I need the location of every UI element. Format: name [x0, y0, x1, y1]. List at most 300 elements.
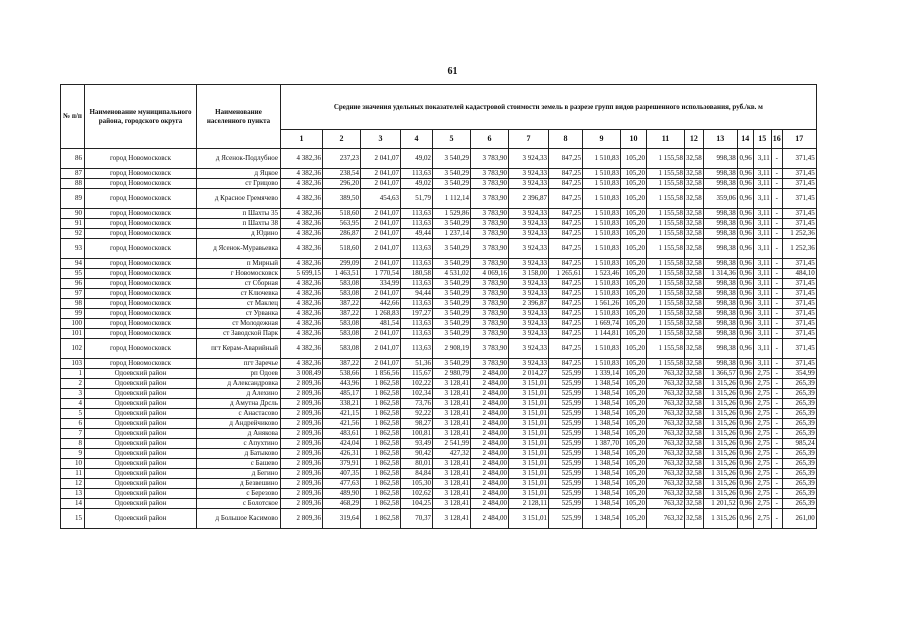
value-cell-group-11: 1 155,58: [647, 299, 685, 309]
value-cell-group-8: 525,99: [549, 439, 583, 449]
value-cell-group-17: 265,39: [782, 409, 816, 419]
value-cell-group-9: 1 348,54: [583, 419, 621, 429]
value-cell-group-8: 525,99: [549, 509, 583, 529]
district-name: Одоевский район: [85, 399, 197, 409]
value-cell-group-4: 98,27: [401, 419, 433, 429]
value-cell-group-13: 998,38: [703, 309, 737, 319]
header-settlement: Наименование населенного пункта: [197, 85, 281, 149]
value-cell-group-6: 2 484,00: [471, 439, 509, 449]
value-cell-group-11: 1 155,58: [647, 169, 685, 179]
value-cell-group-13: 1 315,26: [703, 399, 737, 409]
value-cell-group-3: 1 862,58: [361, 449, 401, 459]
value-cell-group-16: -: [771, 299, 782, 309]
value-cell-group-9: 1 348,54: [583, 469, 621, 479]
value-cell-group-9: 1 348,54: [583, 489, 621, 499]
value-cell-group-7: 3 151,01: [509, 469, 549, 479]
value-cell-group-7: 3 151,01: [509, 429, 549, 439]
value-cell-group-4: 113,63: [401, 299, 433, 309]
value-cell-group-10: 105,20: [621, 259, 647, 269]
value-cell-group-14: 0,96: [737, 299, 753, 309]
value-cell-group-4: 113,63: [401, 329, 433, 339]
value-cell-group-8: 525,99: [549, 419, 583, 429]
row-number: 5: [61, 409, 85, 419]
value-cell-group-14: 0,96: [737, 179, 753, 189]
value-cell-group-8: 847,25: [549, 179, 583, 189]
table-row: [61, 399, 817, 409]
value-cell-group-13: 998,38: [703, 239, 737, 259]
value-cell-group-6: 3 783,90: [471, 149, 509, 169]
value-cell-group-10: 105,20: [621, 439, 647, 449]
settlement-name: д Ясенок-Муравьевка: [197, 239, 281, 259]
table-row: [61, 319, 817, 329]
value-cell-group-15: 2,75: [753, 409, 771, 419]
value-cell-group-5: 3 540,29: [433, 309, 471, 319]
value-cell-group-10: 105,20: [621, 299, 647, 309]
value-cell-group-2: 489,90: [323, 489, 361, 499]
value-cell-group-11: 763,32: [647, 409, 685, 419]
value-cell-group-8: 847,25: [549, 339, 583, 359]
value-cell-group-10: 105,20: [621, 149, 647, 169]
value-cell-group-4: 113,63: [401, 169, 433, 179]
value-cell-group-11: 1 155,58: [647, 239, 685, 259]
value-cell-group-10: 105,20: [621, 169, 647, 179]
cadastral-value-table: [60, 84, 817, 529]
value-cell-group-9: 1 348,54: [583, 389, 621, 399]
value-cell-group-3: 1 862,58: [361, 479, 401, 489]
value-cell-group-14: 0,96: [737, 489, 753, 499]
settlement-name: д Бегино: [197, 469, 281, 479]
district-name: город Новомосковск: [85, 289, 197, 299]
value-cell-group-6: 2 484,00: [471, 369, 509, 379]
value-cell-group-11: 763,32: [647, 419, 685, 429]
district-name: Одоевский район: [85, 479, 197, 489]
value-cell-group-7: 3 924,33: [509, 279, 549, 289]
table-row: [61, 359, 817, 369]
group-number: 16: [771, 130, 782, 149]
settlement-name: д Большое Касимово: [197, 509, 281, 529]
value-cell-group-17: 265,39: [782, 489, 816, 499]
value-cell-group-11: 763,32: [647, 369, 685, 379]
settlement-name: д Амутна Дрсль: [197, 399, 281, 409]
header-values-title: Средние значения удельных показателей кадастровой стоимости земель в разрезе групп видов разрешенного использования, руб./кв. м: [281, 85, 817, 130]
value-cell-group-17: 371,45: [782, 359, 816, 369]
value-cell-group-15: 2,75: [753, 369, 771, 379]
value-cell-group-3: 1 862,58: [361, 469, 401, 479]
value-cell-group-17: 265,39: [782, 479, 816, 489]
value-cell-group-14: 0,96: [737, 439, 753, 449]
table-row: [61, 309, 817, 319]
value-cell-group-13: 998,38: [703, 179, 737, 189]
table-row: [61, 289, 817, 299]
value-cell-group-4: 102,34: [401, 389, 433, 399]
value-cell-group-1: 4 382,36: [281, 179, 323, 189]
value-cell-group-16: -: [771, 279, 782, 289]
value-cell-group-17: 261,00: [782, 509, 816, 529]
value-cell-group-6: 4 069,16: [471, 269, 509, 279]
value-cell-group-3: 2 041,07: [361, 169, 401, 179]
value-cell-group-6: 3 783,90: [471, 239, 509, 259]
value-cell-group-8: 525,99: [549, 379, 583, 389]
value-cell-group-2: 583,08: [323, 339, 361, 359]
value-cell-group-11: 1 155,58: [647, 269, 685, 279]
value-cell-group-11: 763,32: [647, 449, 685, 459]
value-cell-group-8: 525,99: [549, 449, 583, 459]
value-cell-group-5: 3 128,41: [433, 389, 471, 399]
value-cell-group-10: 105,20: [621, 179, 647, 189]
value-cell-group-2: 237,23: [323, 149, 361, 169]
row-number: 102: [61, 339, 85, 359]
district-name: город Новомосковск: [85, 229, 197, 239]
value-cell-group-2: 518,60: [323, 209, 361, 219]
table-row: [61, 179, 817, 189]
value-cell-group-2: 583,08: [323, 329, 361, 339]
value-cell-group-4: 73,76: [401, 399, 433, 409]
district-name: Одоевский район: [85, 489, 197, 499]
district-name: Одоевский район: [85, 419, 197, 429]
value-cell-group-3: 1 268,83: [361, 309, 401, 319]
value-cell-group-10: 105,20: [621, 409, 647, 419]
value-cell-group-2: 477,63: [323, 479, 361, 489]
settlement-name: ст Ключевка: [197, 289, 281, 299]
value-cell-group-1: 4 382,36: [281, 209, 323, 219]
value-cell-group-13: 998,38: [703, 329, 737, 339]
value-cell-group-10: 105,20: [621, 369, 647, 379]
value-cell-group-10: 105,20: [621, 379, 647, 389]
value-cell-group-9: 1 523,46: [583, 269, 621, 279]
value-cell-group-10: 105,20: [621, 419, 647, 429]
value-cell-group-14: 0,96: [737, 269, 753, 279]
value-cell-group-1: 2 809,36: [281, 509, 323, 529]
value-cell-group-9: 1 348,54: [583, 479, 621, 489]
value-cell-group-9: 1 510,83: [583, 189, 621, 209]
value-cell-group-8: 847,25: [549, 259, 583, 269]
value-cell-group-6: 3 783,90: [471, 319, 509, 329]
value-cell-group-7: 3 924,33: [509, 329, 549, 339]
value-cell-group-5: 3 540,29: [433, 259, 471, 269]
value-cell-group-7: 3 151,01: [509, 419, 549, 429]
value-cell-group-5: 3 128,41: [433, 399, 471, 409]
value-cell-group-6: 3 783,90: [471, 169, 509, 179]
value-cell-group-2: 485,17: [323, 389, 361, 399]
value-cell-group-10: 105,20: [621, 279, 647, 289]
value-cell-group-14: 0,96: [737, 469, 753, 479]
value-cell-group-12: 32,58: [686, 499, 702, 507]
district-name: город Новомосковск: [85, 319, 197, 329]
value-cell-group-16: -: [771, 439, 782, 449]
value-cell-group-16: -: [771, 309, 782, 319]
value-cell-group-11: 1 155,58: [647, 359, 685, 369]
value-cell-group-4: 113,63: [401, 219, 433, 229]
value-cell-group-15: 3,11: [753, 209, 771, 219]
value-cell-group-6: 2 484,00: [471, 499, 509, 509]
value-cell-group-8: 525,99: [549, 429, 583, 439]
value-cell-group-4: 49,44: [401, 229, 433, 239]
value-cell-group-8: 847,25: [549, 299, 583, 309]
value-cell-group-7: 3 151,01: [509, 439, 549, 449]
settlement-name: д Безвешино: [197, 479, 281, 489]
value-cell-group-1: 4 382,36: [281, 169, 323, 179]
value-cell-group-8: 525,99: [549, 469, 583, 479]
value-cell-group-3: 1 770,54: [361, 269, 401, 279]
district-name: Одоевский район: [85, 499, 197, 509]
value-cell-group-16: -: [771, 319, 782, 329]
table-row: [61, 459, 817, 469]
value-cell-group-9: 1 348,54: [583, 499, 621, 509]
value-cell-group-4: 100,81: [401, 429, 433, 439]
value-cell-group-6: 3 783,90: [471, 359, 509, 369]
value-cell-group-17: 265,39: [782, 429, 816, 439]
value-cell-group-1: 4 382,36: [281, 239, 323, 259]
value-cell-group-6: 2 484,00: [471, 409, 509, 419]
value-cell-group-10: 105,20: [621, 479, 647, 489]
value-cell-group-14: 0,96: [737, 329, 753, 339]
value-cell-group-7: 3 151,01: [509, 509, 549, 529]
value-cell-group-12: 32,58: [686, 329, 702, 337]
value-cell-group-7: 2 014,27: [509, 369, 549, 379]
value-cell-group-11: 1 155,58: [647, 189, 685, 209]
settlement-name: п Шахты 35: [197, 209, 281, 219]
value-cell-group-11: 1 155,58: [647, 289, 685, 299]
value-cell-group-2: 407,35: [323, 469, 361, 479]
value-cell-group-5: 3 128,41: [433, 429, 471, 439]
value-cell-group-10: 105,20: [621, 309, 647, 319]
value-cell-group-1: 2 809,36: [281, 419, 323, 429]
value-cell-group-15: 2,75: [753, 499, 771, 509]
value-cell-group-1: 2 809,36: [281, 499, 323, 509]
group-number: 11: [647, 130, 685, 149]
settlement-name: д Батыково: [197, 449, 281, 459]
settlement-name: с Апухтино: [197, 439, 281, 449]
value-cell-group-5: 3 128,41: [433, 489, 471, 499]
district-name: город Новомосковск: [85, 209, 197, 219]
value-cell-group-16: -: [771, 509, 782, 529]
value-cell-group-5: 1 112,14: [433, 189, 471, 209]
row-number: 100: [61, 319, 85, 329]
value-cell-group-8: 847,25: [549, 279, 583, 289]
value-cell-group-1: 4 382,36: [281, 149, 323, 169]
value-cell-group-10: 105,20: [621, 269, 647, 279]
value-cell-group-9: 1 348,54: [583, 399, 621, 409]
value-cell-group-13: 998,38: [703, 259, 737, 269]
row-number: 98: [61, 299, 85, 309]
table-row: [61, 259, 817, 269]
value-cell-group-2: 421,15: [323, 409, 361, 419]
group-number: 5: [433, 130, 471, 149]
value-cell-group-9: 1 348,54: [583, 409, 621, 419]
table-row: [61, 499, 817, 509]
value-cell-group-12: 32,58: [686, 459, 702, 467]
value-cell-group-5: 3 540,29: [433, 279, 471, 289]
value-cell-group-9: 1 510,83: [583, 169, 621, 179]
value-cell-group-7: 3 924,33: [509, 149, 549, 169]
value-cell-group-2: 443,96: [323, 379, 361, 389]
table-row: [61, 469, 817, 479]
district-name: город Новомосковск: [85, 269, 197, 279]
settlement-name: д Александровка: [197, 379, 281, 389]
value-cell-group-8: 847,25: [549, 359, 583, 369]
value-cell-group-11: 1 155,58: [647, 259, 685, 269]
table-row: [61, 379, 817, 389]
group-number: 3: [361, 130, 401, 149]
value-cell-group-14: 0,96: [737, 189, 753, 209]
value-cell-group-10: 105,20: [621, 289, 647, 299]
value-cell-group-6: 2 484,00: [471, 429, 509, 439]
value-cell-group-5: 2 541,99: [433, 439, 471, 449]
value-cell-group-12: 32,58: [686, 399, 702, 407]
district-name: город Новомосковск: [85, 149, 197, 169]
value-cell-group-2: 319,64: [323, 509, 361, 529]
value-cell-group-15: 3,11: [753, 189, 771, 209]
district-name: город Новомосковск: [85, 239, 197, 259]
value-cell-group-1: 4 382,36: [281, 339, 323, 359]
value-cell-group-5: 3 128,41: [433, 469, 471, 479]
value-cell-group-5: 3 128,41: [433, 499, 471, 509]
value-cell-group-11: 763,32: [647, 399, 685, 409]
value-cell-group-11: 763,32: [647, 459, 685, 469]
value-cell-group-16: -: [771, 229, 782, 239]
value-cell-group-16: -: [771, 459, 782, 469]
settlement-name: ст Урванка: [197, 309, 281, 319]
value-cell-group-7: 3 151,01: [509, 489, 549, 499]
value-cell-group-13: 359,06: [703, 189, 737, 209]
value-cell-group-10: 105,20: [621, 459, 647, 469]
value-cell-group-15: 3,11: [753, 229, 771, 239]
value-cell-group-15: 2,75: [753, 449, 771, 459]
value-cell-group-1: 2 809,36: [281, 489, 323, 499]
value-cell-group-8: 847,25: [549, 189, 583, 209]
value-cell-group-15: 3,11: [753, 279, 771, 289]
table-row: [61, 449, 817, 459]
value-cell-group-16: -: [771, 389, 782, 399]
settlement-name: с Анастасово: [197, 409, 281, 419]
value-cell-group-13: 998,38: [703, 219, 737, 229]
value-cell-group-14: 0,96: [737, 399, 753, 409]
value-cell-group-1: 4 382,36: [281, 359, 323, 369]
value-cell-group-2: 1 463,51: [323, 269, 361, 279]
group-number: 7: [509, 130, 549, 149]
value-cell-group-15: 3,11: [753, 359, 771, 369]
value-cell-group-13: 1 315,26: [703, 409, 737, 419]
group-number: 1: [281, 130, 323, 149]
row-number: 91: [61, 219, 85, 229]
value-cell-group-13: 998,38: [703, 149, 737, 169]
value-cell-group-11: 1 155,58: [647, 219, 685, 229]
value-cell-group-16: -: [771, 429, 782, 439]
value-cell-group-14: 0,96: [737, 209, 753, 219]
value-cell-group-8: 525,99: [549, 369, 583, 379]
group-number: 2: [323, 130, 361, 149]
settlement-name: ст Заводской Парк: [197, 329, 281, 339]
value-cell-group-16: -: [771, 369, 782, 379]
value-cell-group-16: -: [771, 359, 782, 369]
value-cell-group-10: 105,20: [621, 429, 647, 439]
value-cell-group-8: 525,99: [549, 499, 583, 509]
value-cell-group-17: 354,99: [782, 369, 816, 379]
value-cell-group-3: 2 041,07: [361, 229, 401, 239]
value-cell-group-17: 371,45: [782, 289, 816, 299]
value-cell-group-14: 0,96: [737, 409, 753, 419]
value-cell-group-17: 484,10: [782, 269, 816, 279]
value-cell-group-10: 105,20: [621, 339, 647, 359]
value-cell-group-7: 3 158,00: [509, 269, 549, 279]
value-cell-group-16: -: [771, 269, 782, 279]
value-cell-group-9: 1 510,83: [583, 279, 621, 289]
table-row: [61, 279, 817, 289]
value-cell-group-7: 3 924,33: [509, 169, 549, 179]
district-name: город Новомосковск: [85, 189, 197, 209]
value-cell-group-5: 4 531,02: [433, 269, 471, 279]
value-cell-group-11: 763,32: [647, 479, 685, 489]
value-cell-group-7: 3 151,01: [509, 379, 549, 389]
value-cell-group-8: 847,25: [549, 149, 583, 169]
value-cell-group-1: 4 382,36: [281, 299, 323, 309]
value-cell-group-12: 32,58: [686, 309, 702, 317]
value-cell-group-14: 0,96: [737, 289, 753, 299]
value-cell-group-13: 1 315,26: [703, 469, 737, 479]
value-cell-group-13: 1 201,52: [703, 499, 737, 509]
value-cell-group-15: 2,75: [753, 399, 771, 409]
value-cell-group-3: 1 862,58: [361, 509, 401, 529]
value-cell-group-9: 1 510,83: [583, 179, 621, 189]
value-cell-group-17: 371,45: [782, 209, 816, 219]
value-cell-group-1: 4 382,36: [281, 219, 323, 229]
district-name: город Новомосковск: [85, 169, 197, 179]
value-cell-group-10: 105,20: [621, 239, 647, 259]
district-name: Одоевский район: [85, 369, 197, 379]
value-cell-group-7: 3 924,33: [509, 259, 549, 269]
value-cell-group-16: -: [771, 469, 782, 479]
group-number: 8: [549, 130, 583, 149]
row-number: 7: [61, 429, 85, 439]
value-cell-group-12: 32,58: [686, 409, 702, 417]
value-cell-group-14: 0,96: [737, 259, 753, 269]
value-cell-group-11: 763,32: [647, 379, 685, 389]
value-cell-group-8: 847,25: [549, 169, 583, 179]
value-cell-group-3: 2 041,07: [361, 289, 401, 299]
value-cell-group-13: 998,38: [703, 319, 737, 329]
value-cell-group-11: 1 155,58: [647, 149, 685, 169]
table-row: [61, 419, 817, 429]
value-cell-group-8: 847,25: [549, 289, 583, 299]
value-cell-group-17: 265,39: [782, 459, 816, 469]
settlement-name: ст Грицово: [197, 179, 281, 189]
value-cell-group-15: 3,11: [753, 309, 771, 319]
value-cell-group-7: 3 924,33: [509, 339, 549, 359]
value-cell-group-6: 2 484,00: [471, 419, 509, 429]
value-cell-group-7: 3 924,33: [509, 289, 549, 299]
value-cell-group-13: 1 315,26: [703, 459, 737, 469]
value-cell-group-3: 2 041,07: [361, 339, 401, 359]
value-cell-group-5: 3 540,29: [433, 179, 471, 189]
value-cell-group-9: 1 348,54: [583, 459, 621, 469]
value-cell-group-2: 299,09: [323, 259, 361, 269]
value-cell-group-6: 3 783,90: [471, 339, 509, 359]
row-number: 97: [61, 289, 85, 299]
value-cell-group-16: -: [771, 169, 782, 179]
value-cell-group-13: 1 315,26: [703, 489, 737, 499]
table-row: [61, 439, 817, 449]
value-cell-group-14: 0,96: [737, 509, 753, 529]
value-cell-group-11: 763,32: [647, 439, 685, 449]
value-cell-group-14: 0,96: [737, 279, 753, 289]
value-cell-group-7: 3 151,01: [509, 389, 549, 399]
value-cell-group-9: 1 510,83: [583, 209, 621, 219]
value-cell-group-4: 113,63: [401, 279, 433, 289]
value-cell-group-17: 1 252,36: [782, 229, 816, 239]
settlement-name: д Андрейчиково: [197, 419, 281, 429]
row-number: 101: [61, 329, 85, 339]
value-cell-group-2: 389,50: [323, 189, 361, 209]
